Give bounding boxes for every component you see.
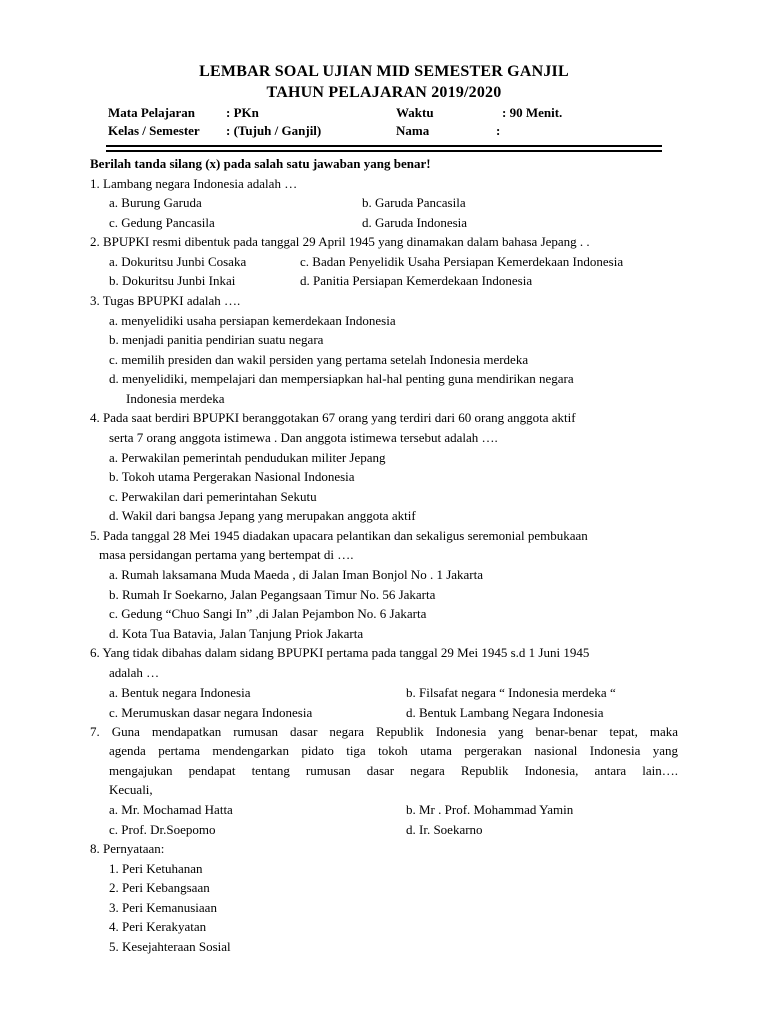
q1-option-a: a. Burung Garuda (109, 195, 202, 210)
q7-option-a: a. Mr. Mochamad Hatta (109, 802, 233, 817)
q8-statement-3: 3. Peri Kemanusiaan (109, 900, 217, 915)
q6-option-b: b. Filsafat negara “ Indonesia merdeka “ (406, 685, 616, 700)
question-5-cont: masa persidangan pertama yang bertempat di …. (99, 547, 354, 562)
question-5: 5. Pada tanggal 28 Mei 1945 diadakan upacara pelantikan dan sekaligus seremonial pembukaan (90, 528, 588, 543)
q7-option-c: c. Prof. Dr.Soepomo (109, 822, 216, 837)
question-7-cont-3: Kecuali, (109, 782, 153, 797)
subject-label: Mata Pelajaran (108, 105, 196, 120)
question-8: 8. Pernyataan: (90, 841, 165, 856)
q2-option-d: d. Panitia Persiapan Kemerdekaan Indonesia (300, 273, 533, 288)
time-label: Waktu (396, 105, 434, 120)
q4-option-b: b. Tokoh utama Pergerakan Nasional Indonesia (109, 469, 355, 484)
q3-option-a: a. menyelidiki usaha persiapan kemerdekaan Indonesia (109, 313, 396, 328)
q1-option-d: d. Garuda Indonesia (362, 215, 468, 230)
q8-statement-4: 4. Peri Kerakyatan (109, 919, 207, 934)
q5-option-a: a. Rumah laksamana Muda Maeda , di Jalan Iman Bonjol No . 1 Jakarta (109, 567, 484, 582)
q6-option-d: d. Bentuk Lambang Negara Indonesia (406, 705, 604, 720)
question-1: 1. Lambang negara Indonesia adalah … (90, 176, 298, 191)
class-value: : (Tujuh / Ganjil) (226, 123, 322, 138)
class-label: Kelas / Semester (108, 123, 200, 138)
q1-option-b: b. Garuda Pancasila (362, 195, 466, 210)
q8-statement-5: 5. Kesejahteraan Sosial (109, 939, 231, 954)
question-6: 6. Yang tidak dibahas dalam sidang BPUPKI pertama pada tanggal 29 Mei 1945 s.d 1 Juni 1945 (90, 645, 590, 660)
q4-option-a: a. Perwakilan pemerintah pendudukan militer Jepang (109, 450, 386, 465)
q3-option-b: b. menjadi panitia pendirian suatu negara (109, 332, 324, 347)
question-3: 3. Tugas BPUPKI adalah …. (90, 293, 241, 308)
q2-option-a: a. Dokuritsu Junbi Cosaka (109, 254, 247, 269)
q5-option-d: d. Kota Tua Batavia, Jalan Tanjung Priok Jakarta (109, 626, 364, 641)
q4-option-d: d. Wakil dari bangsa Jepang yang merupakan anggota aktif (109, 508, 416, 523)
question-7-cont-2: mengajukan pendapat tentang rumusan dasar negara Republik Indonesia, antara lain…. (109, 763, 678, 778)
q2-option-b: b. Dokuritsu Junbi Inkai (109, 273, 236, 288)
question-2: 2. BPUPKI resmi dibentuk pada tanggal 29 April 1945 yang dinamakan dalam bahasa Jepang . . (90, 234, 590, 249)
question-7: 7. Guna mendapatkan rumusan dasar negara Republik Indonesia yang benar-benar tepat, maka (90, 724, 678, 739)
question-4: 4. Pada saat berdiri BPUPKI beranggotakan 67 orang yang terdiri dari 60 orang anggota aktif (90, 410, 576, 425)
page-title: LEMBAR SOAL UJIAN MID SEMESTER GANJIL (199, 63, 569, 80)
header-rule-bottom (106, 150, 662, 152)
question-7-cont-1: agenda pertama mendengarkan pidato tiga tokoh utama pergerakan nasional Indonesia yang (109, 743, 678, 758)
q8-statement-2: 2. Peri Kebangsaan (109, 880, 210, 895)
q3-option-d: d. menyelidiki, mempelajari dan mempersiapkan hal-hal penting guna mendirikan negara (109, 371, 574, 386)
q7-option-b: b. Mr . Prof. Mohammad Yamin (406, 802, 574, 817)
q2-option-c: c. Badan Penyelidik Usaha Persiapan Kemerdekaan Indonesia (300, 254, 624, 269)
q1-option-c: c. Gedung Pancasila (109, 215, 215, 230)
header-rule-top (106, 145, 662, 147)
name-label: Nama (396, 123, 430, 138)
question-4-cont: serta 7 orang anggota istimewa . Dan anggota istimewa tersebut adalah …. (109, 430, 498, 445)
q6-option-c: c. Merumuskan dasar negara Indonesia (109, 705, 313, 720)
q5-option-b: b. Rumah Ir Soekarno, Jalan Pegangsaan Timur No. 56 Jakarta (109, 587, 436, 602)
q5-option-c: c. Gedung “Chuo Sangi In” ,di Jalan Pejambon No. 6 Jakarta (109, 606, 427, 621)
instruction: Berilah tanda silang (x) pada salah satu jawaban yang benar! (90, 156, 431, 171)
q3-option-c: c. memilih presiden dan wakil persiden yang pertama setelah Indonesia merdeka (109, 352, 529, 367)
q4-option-c: c. Perwakilan dari pemerintahan Sekutu (109, 489, 317, 504)
q8-statement-1: 1. Peri Ketuhanan (109, 861, 203, 876)
q6-option-a: a. Bentuk negara Indonesia (109, 685, 251, 700)
q3-option-d-cont: Indonesia merdeka (126, 391, 225, 406)
page-subtitle: TAHUN PELAJARAN 2019/2020 (266, 84, 502, 101)
q7-option-d: d. Ir. Soekarno (406, 822, 483, 837)
subject-value: : PKn (226, 105, 259, 120)
question-6-cont: adalah … (109, 665, 160, 680)
time-value: : 90 Menit. (502, 105, 563, 120)
name-value: : (496, 123, 501, 138)
